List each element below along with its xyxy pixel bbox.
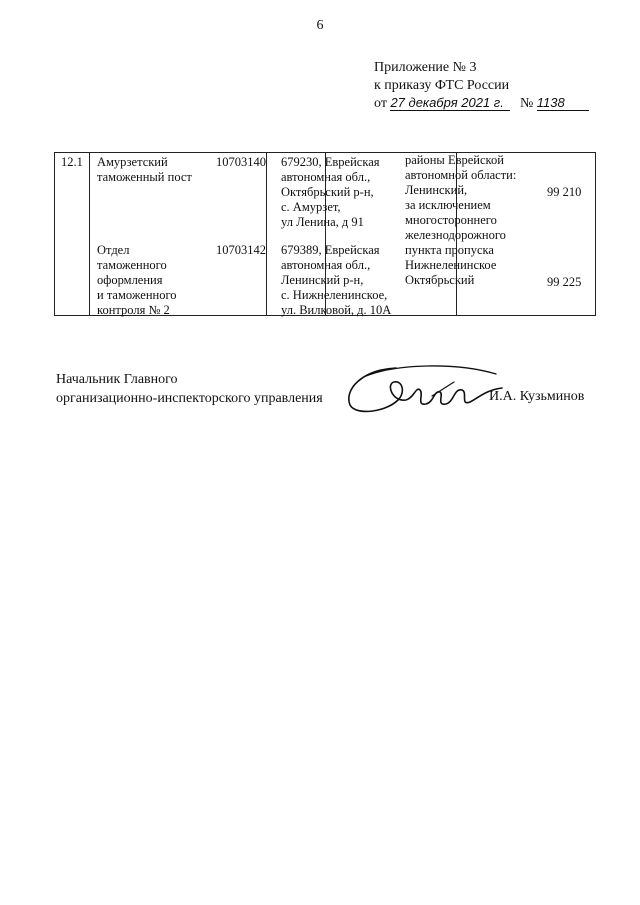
entry-1-name-line: Амурзетский	[97, 155, 168, 169]
entry-2-name-line: оформления	[97, 273, 163, 287]
signatory-position	[56, 370, 323, 408]
entry-1-code: 10703140	[216, 155, 266, 169]
entry-2-value: 99 225	[547, 275, 582, 289]
position-line: Начальник Главного	[56, 372, 178, 387]
entry-2-code: 10703142	[216, 243, 266, 257]
signatory-name: И.А. Кузьминов	[489, 389, 585, 404]
entry-2-address-line: 679389, Еврейская	[281, 243, 380, 257]
appendix-title: Приложение № 3	[374, 60, 477, 75]
entry-1-address-line: с. Амурзет,	[281, 200, 341, 214]
entry-2-name-line: контроля № 2	[97, 303, 170, 317]
region-line: железнодорожного	[405, 228, 506, 242]
position-line: организационно-инспекторского управления	[56, 391, 323, 406]
entry-1-address-line: ул Ленина, д 91	[281, 215, 364, 229]
entry-2-address	[281, 243, 391, 318]
region-line: Ленинский,	[405, 183, 468, 197]
entry-2-name	[97, 243, 177, 318]
region-line: за исключением	[405, 198, 491, 212]
entry-2-name-line: Отдел	[97, 243, 130, 257]
entry-1-value: 99 210	[547, 185, 582, 199]
region-description	[405, 153, 516, 288]
appendix-date-line	[374, 95, 589, 113]
region-line: пункта пропуска	[405, 243, 494, 257]
row-number: 12.1	[61, 155, 83, 169]
entry-1-address-line: 679230, Еврейская	[281, 155, 380, 169]
region-line: районы Еврейской	[405, 153, 504, 167]
entry-1-name-line: таможенный пост	[97, 170, 192, 184]
entry-1-address-line: автономная обл.,	[281, 170, 371, 184]
entry-2-address-line: Ленинский р-н,	[281, 273, 364, 287]
entry-2-address-line: ул. Вилковой, д. 10А	[281, 303, 392, 317]
region-line: многостороннего	[405, 213, 497, 227]
entry-1-name	[97, 155, 192, 185]
entry-1-address	[281, 155, 380, 230]
number-prefix: №	[519, 96, 534, 111]
customs-table	[54, 152, 596, 316]
entry-1-address-line: Октябрьский р-н,	[281, 185, 374, 199]
region-line: Октябрьский	[405, 273, 475, 287]
col-row-number	[55, 153, 90, 315]
page-number: 6	[316, 18, 324, 33]
region-line: Нижнеленинское	[405, 258, 497, 272]
handwritten-signature	[336, 360, 506, 420]
order-number: 1138	[537, 96, 589, 111]
region-line: автономной области:	[405, 168, 517, 182]
order-date: 27 декабря 2021 г.	[390, 96, 510, 111]
appendix-header	[374, 59, 589, 113]
entry-2-name-line: таможенного	[97, 258, 167, 272]
entry-2-address-line: автономная обл.,	[281, 258, 371, 272]
appendix-order-ref: к приказу ФТС России	[374, 78, 510, 93]
date-prefix: от	[374, 96, 387, 111]
entry-2-address-line: с. Нижнеленинское,	[281, 288, 388, 302]
entry-2-name-line: и таможенного	[97, 288, 177, 302]
